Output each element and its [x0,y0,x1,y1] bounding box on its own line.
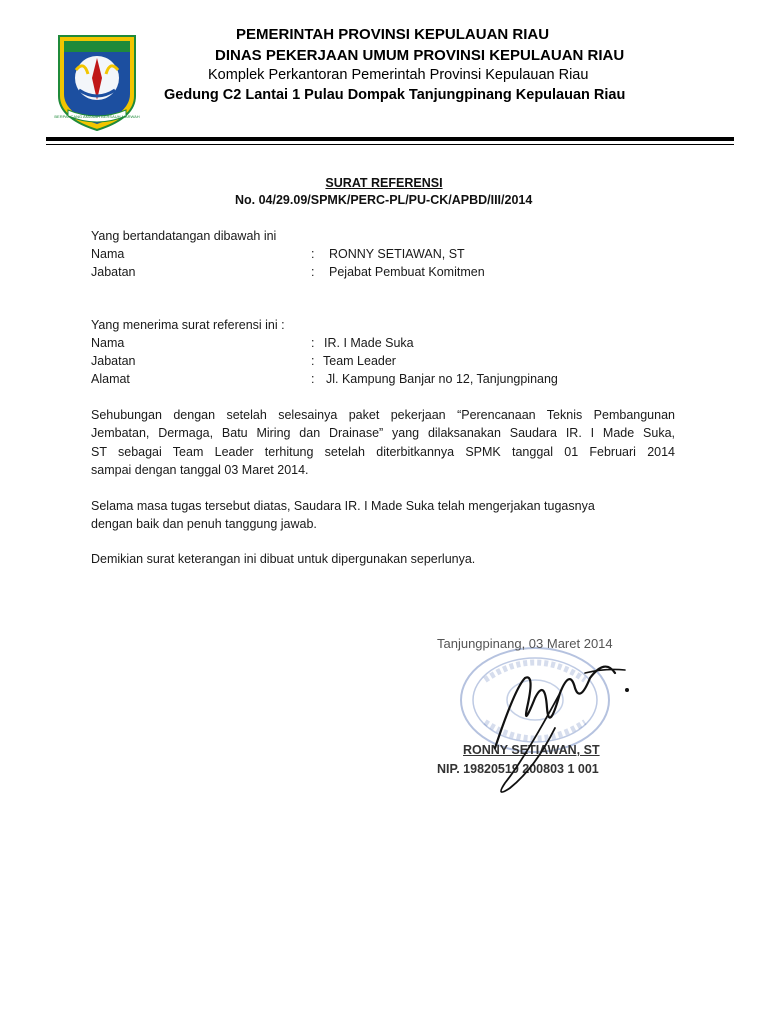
recipient-position-value: Team Leader [323,354,396,368]
recipient-name-value: IR. I Made Suka [324,336,414,350]
letterhead-line-1: PEMERINTAH PROVINSI KEPULAUAN RIAU [236,26,550,43]
recipient-position-label: Jabatan [91,354,136,368]
paragraph-line: Jembatan, Dermaga, Batu Miring dan Drainase” yang dilaksanakan Saudara IR. I Made Suka, [91,426,675,441]
letterhead-thick-rule [46,137,734,141]
recipient-position-colon: : [311,354,315,368]
paragraph-performance [91,497,675,534]
signer-intro: Yang bertandatangan dibawah ini [91,229,277,243]
handwritten-signature-icon [465,648,645,798]
signatory-name: RONNY SETIAWAN, ST [463,743,600,757]
paragraph-line: dengan baik dan penuh tanggung jawab. [91,517,317,532]
paragraph-line: ST sebagai Team Leader terhitung setelah diterbitkannya SPMK tanggal 01 Februari 2014 [91,444,675,459]
logo-motto: BERPANCANG AMANAH BERSAUH MARWAH [54,114,140,119]
letterhead-line-4: Gedung C2 Lantai 1 Pulau Dompak Tanjungpinang Kepulauan Riau [164,87,626,103]
paragraph-line: Sehubungan dengan setelah selesainya paket pekerjaan “Perencanaan Teknis Pembangunan [91,408,675,422]
recipient-address-label: Alamat [91,372,130,386]
letterhead-thin-rule [46,144,734,145]
signer-position-value: Pejabat Pembuat Komitmen [329,265,485,279]
signatory-nip: NIP. 19820519 200803 1 001 [437,762,599,776]
recipient-intro: Yang menerima surat referensi ini : [91,318,285,332]
paragraph-line: Demikian surat keterangan ini dibuat untuk dipergunakan seperlunya. [91,552,476,566]
province-emblem-icon [54,30,140,134]
signer-position-colon: : [311,265,315,279]
letter-heading: SURAT REFERENSI [325,176,443,190]
paragraph-line: Selama masa tugas tersebut diatas, Saudara IR. I Made Suka telah mengerjakan tugasnya [91,499,595,513]
signer-name-label: Nama [91,247,125,261]
signer-name-colon: : [311,247,315,261]
letter-number-text: No. 04/29.09/SPMK/PERC-PL/PU-CK/APBD/III/2014 [235,193,533,207]
recipient-name-label: Nama [91,336,125,350]
paragraph-line: sampai dengan tanggal 03 Maret 2014. [91,462,309,477]
signature-place-date: Tanjungpinang, 03 Maret 2014 [437,636,613,651]
letterhead-line-3: Komplek Perkantoran Pemerintah Provinsi Kepulauan Riau [208,67,589,83]
signer-name-value: RONNY SETIAWAN, ST [329,247,465,261]
recipient-name-colon: : [311,336,315,350]
signer-position-label: Jabatan [91,265,136,279]
letterhead-line-2: DINAS PEKERJAAN UMUM PROVINSI KEPULAUAN RIAU [215,47,625,64]
paragraph-reference [91,406,675,479]
paragraph-closing [91,550,675,568]
recipient-address-value: Jl. Kampung Banjar no 12, Tanjungpinang [326,372,558,386]
recipient-address-colon: : [311,372,315,386]
